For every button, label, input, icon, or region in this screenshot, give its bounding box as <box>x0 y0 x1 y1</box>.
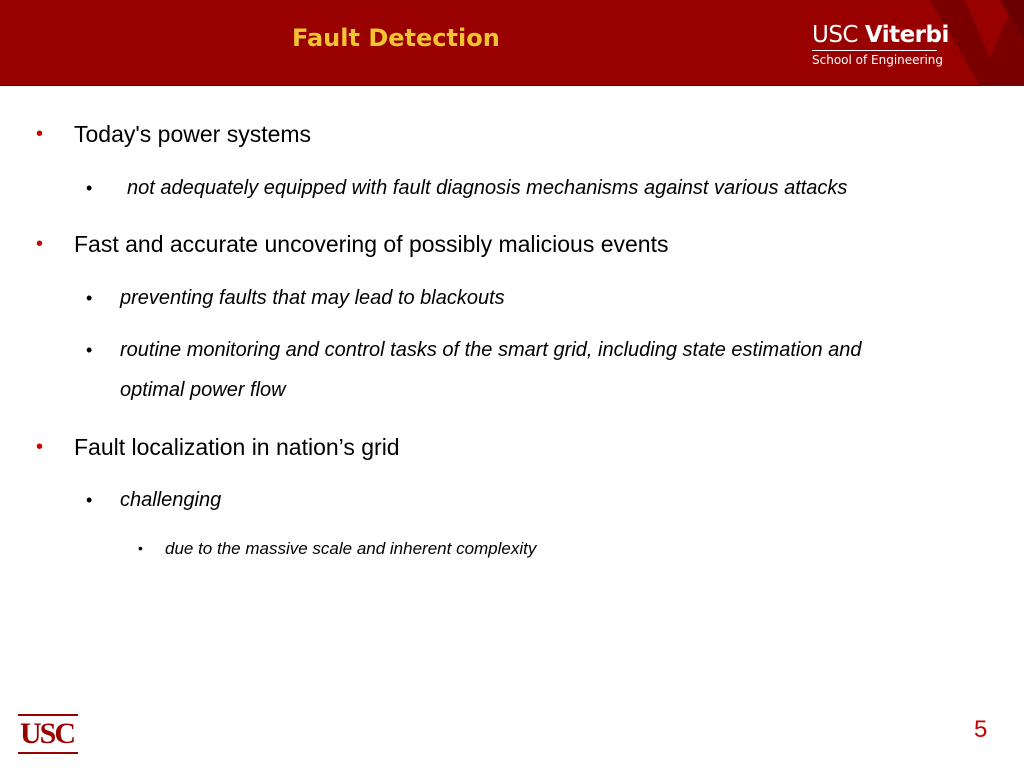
bullet-icon: • <box>86 490 93 510</box>
bullet-level1-item <box>36 434 400 461</box>
bullet-level2-item <box>86 489 222 512</box>
logo-school-text: School of Engineering <box>812 50 937 67</box>
bullet-text: optimal power flow <box>120 379 286 401</box>
usc-footer-logo <box>18 714 78 754</box>
bullet-level1-item <box>36 231 669 258</box>
bullet-text: not adequately equipped with fault diagnosis mechanisms against various attacks <box>127 177 848 199</box>
logo-rule-top <box>18 714 78 716</box>
bullet-icon: • <box>36 123 44 145</box>
bullet-level1-item <box>36 121 312 148</box>
bullet-icon: • <box>36 436 44 458</box>
bullet-text: due to the massive scale and inherent complexity <box>165 539 537 558</box>
page-number: 5 <box>974 716 988 743</box>
bullet-text: challenging <box>120 489 222 511</box>
bullet-icon: • <box>36 233 44 255</box>
bullet-level3-item <box>138 539 537 559</box>
bullet-icon: • <box>86 288 93 308</box>
bullet-text: Fault localization in nation’s grid <box>74 434 400 460</box>
logo-usc-text: USC <box>812 22 858 48</box>
usc-footer-text: USC <box>20 717 75 750</box>
logo-rule-bottom <box>18 752 78 754</box>
bullet-text: preventing faults that may lead to blackouts <box>120 287 505 309</box>
logo-viterbi-text: Viterbi <box>864 22 949 48</box>
bullet-text: routine monitoring and control tasks of the smart grid, including state estimation and <box>120 339 862 361</box>
bullet-icon: • <box>86 178 93 198</box>
bullet-level2-item <box>86 339 862 362</box>
bullet-text: Today's power systems <box>74 121 312 147</box>
slide-title: Fault Detection <box>292 24 500 52</box>
bullet-icon: • <box>138 540 143 556</box>
bullet-text: Fast and accurate uncovering of possibly malicious events <box>74 231 669 257</box>
bullet-level2-item <box>86 287 505 310</box>
bullet-level2-item <box>86 177 848 200</box>
bullet-continuation-line <box>120 379 286 402</box>
bullet-icon: • <box>86 340 93 360</box>
